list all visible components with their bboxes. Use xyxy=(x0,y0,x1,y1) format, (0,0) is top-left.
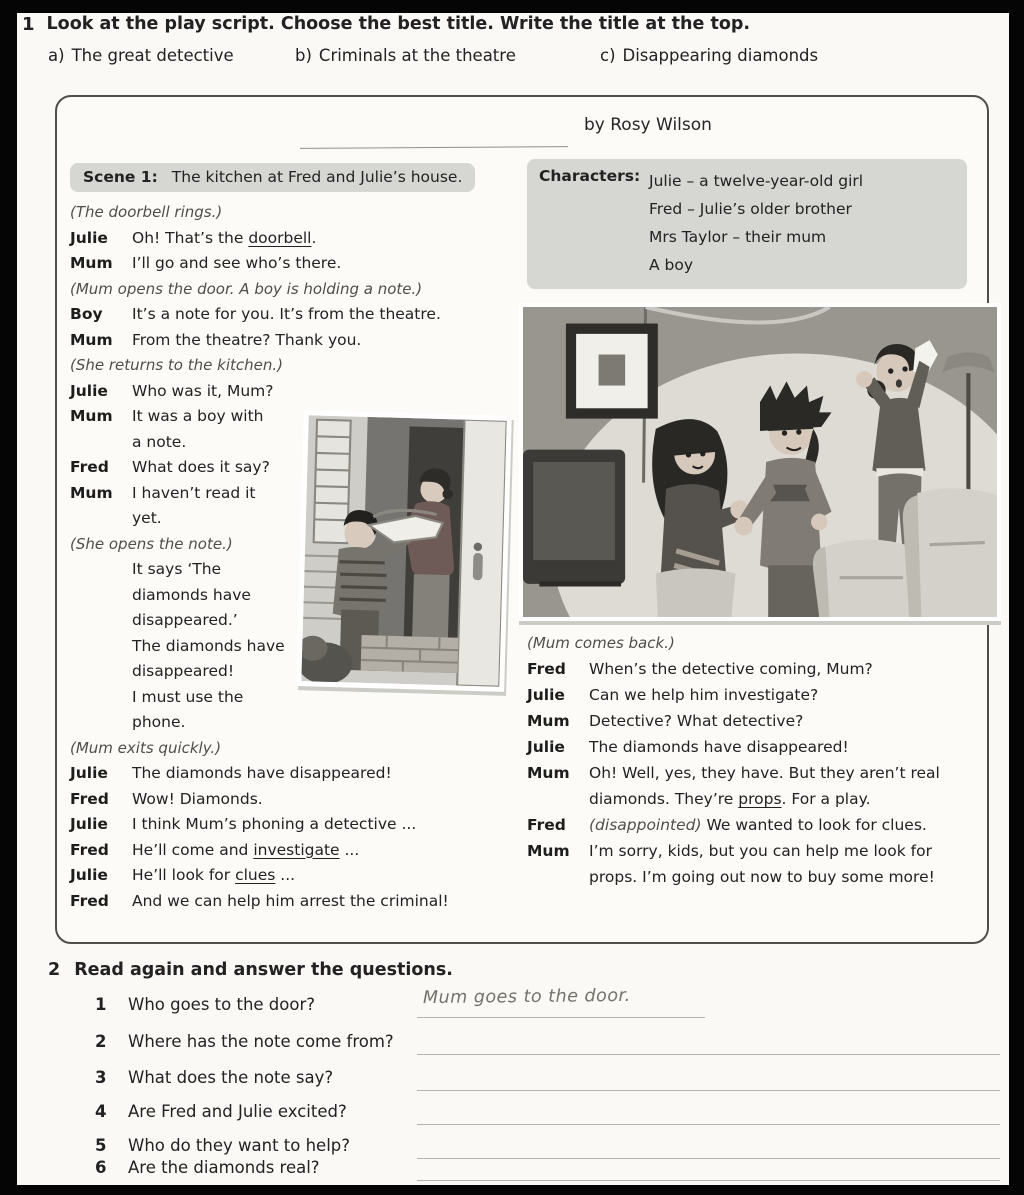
speech-segment: . xyxy=(311,228,317,247)
character-entry: Julie – a twelve-year-old girl xyxy=(649,172,864,190)
speech-segment: I think Mum’s phoning a detective ... xyxy=(132,815,417,833)
speech-text xyxy=(589,760,983,786)
speaker-name: Mum xyxy=(70,254,113,272)
speech-segment: He’ll look for xyxy=(132,866,236,884)
speech-segment: props. I’m going out now to buy some more! xyxy=(589,868,935,886)
speech-text xyxy=(132,761,522,787)
character-entry: A boy xyxy=(649,256,694,274)
answer-line xyxy=(417,1156,1000,1181)
speech-segment: The diamonds have disappeared! xyxy=(589,738,849,756)
scene-heading xyxy=(70,163,475,192)
character-entry: Fred – Julie’s older brother xyxy=(649,200,852,218)
play-script-card xyxy=(55,95,989,944)
living-room-drawing xyxy=(523,307,997,617)
speech-segment: It’s a note for you. It’s from the theatre. xyxy=(132,305,441,323)
option-text: Criminals at the theatre xyxy=(318,46,516,65)
speech-segment: props xyxy=(738,790,782,808)
speech-segment: Who was it, Mum? xyxy=(132,381,274,400)
characters-label: Characters: xyxy=(539,167,641,185)
speaker-name: Julie xyxy=(70,228,108,247)
speaker-name: Julie xyxy=(70,764,108,782)
speaker-name xyxy=(70,634,132,660)
scan-edge-top xyxy=(0,0,1024,13)
speech-text xyxy=(132,787,522,813)
dialog-line xyxy=(70,710,522,736)
exercise-1-header xyxy=(22,14,750,35)
speech-segment: The diamonds have xyxy=(132,636,285,655)
stage-direction: (Mum exits quickly.) xyxy=(70,738,222,757)
scan-edge-right xyxy=(1009,0,1024,1195)
title-option xyxy=(600,46,818,65)
speaker-name: Julie xyxy=(70,381,108,400)
speech-text xyxy=(132,379,522,405)
speech-text xyxy=(589,656,983,682)
speech-text xyxy=(132,812,522,838)
question-row xyxy=(95,985,1000,1023)
question-text: Where has the note come from? xyxy=(128,1032,394,1051)
speech-segment: The diamonds have disappeared! xyxy=(132,764,392,782)
door-scene-drawing xyxy=(301,415,506,686)
speech-segment: Oh! That’s the xyxy=(132,228,249,247)
speech-segment: Wow! Diamonds. xyxy=(132,789,263,808)
speech-segment: He’ll come and xyxy=(132,840,254,859)
speech-segment: When’s the detective coming, Mum? xyxy=(589,660,873,678)
stage-direction: (She returns to the kitchen.) xyxy=(70,356,283,374)
speaker-name: Fred xyxy=(527,660,566,678)
answer-line xyxy=(417,1066,1000,1091)
dialog-line xyxy=(70,863,522,889)
speaker-name: Fred xyxy=(70,840,109,859)
title-option xyxy=(295,46,516,65)
question-number: 2 xyxy=(95,1032,107,1051)
title-option xyxy=(48,46,234,65)
speech-segment: Detective? What detective? xyxy=(589,712,804,730)
speech-text xyxy=(132,328,522,354)
speaker-name: Julie xyxy=(527,686,565,704)
speaker-name: Boy xyxy=(70,305,103,323)
dialog-line xyxy=(70,838,522,864)
speech-segment: disappeared! xyxy=(132,662,235,680)
speech-text xyxy=(132,838,522,864)
speech-segment: What does it say? xyxy=(132,458,270,476)
question-row xyxy=(95,1156,1000,1186)
speech-text xyxy=(589,734,983,760)
question-row xyxy=(95,1030,1000,1060)
speaker-name: Julie xyxy=(70,815,108,833)
speech-text xyxy=(589,812,983,838)
speech-segment: clues xyxy=(235,866,276,884)
speech-text xyxy=(589,682,983,708)
option-text: The great detective xyxy=(71,46,234,65)
speech-segment: I haven’t read it xyxy=(132,483,256,502)
speech-segment: doorbell xyxy=(248,228,312,247)
speech-segment: I must use the xyxy=(132,687,244,706)
speech-segment: Can we help him investigate? xyxy=(589,686,819,704)
answer-line xyxy=(417,1030,1000,1055)
characters-list xyxy=(649,167,863,279)
question-number: 4 xyxy=(95,1102,107,1121)
exercise-1-instruction: Look at the play script. Choose the best title. Write the title at the top. xyxy=(46,14,751,34)
speech-text xyxy=(132,889,522,915)
speaker-name: Fred xyxy=(70,789,109,808)
speech-segment: disappeared.’ xyxy=(132,611,238,629)
scan-edge-left xyxy=(0,0,17,1195)
dialog-line xyxy=(70,328,522,354)
speaker-name xyxy=(70,659,132,685)
question-row xyxy=(95,1100,1000,1130)
question-number: 3 xyxy=(95,1068,107,1087)
option-text: Disappearing diamonds xyxy=(622,46,819,65)
question-number: 1 xyxy=(95,995,107,1014)
dialog-line xyxy=(527,864,983,890)
speech-text xyxy=(132,226,522,252)
scene-description: The kitchen at Fred and Julie’s house. xyxy=(171,168,463,186)
stage-direction: (She opens the note.) xyxy=(70,534,233,553)
dialog-line xyxy=(70,761,522,787)
option-letter: b) xyxy=(295,46,312,65)
speaker-name: Mum xyxy=(70,330,113,349)
stage-direction: (The doorbell rings.) xyxy=(70,203,223,221)
scan-edge-bottom xyxy=(0,1185,1024,1195)
dialog-line xyxy=(70,889,522,915)
speech-text xyxy=(132,302,522,328)
speech-text xyxy=(132,251,522,277)
question-text: What does the note say? xyxy=(128,1068,334,1087)
dialog-line xyxy=(527,656,983,682)
exercise-1-number: 1 xyxy=(22,14,35,35)
speech-text xyxy=(589,864,983,890)
speech-segment: diamonds. They’re xyxy=(589,790,739,808)
question-row xyxy=(95,1066,1000,1096)
door-scene-illustration xyxy=(296,410,512,692)
dialog-right-column xyxy=(527,630,983,890)
option-letter: c) xyxy=(600,46,616,65)
speaker-name xyxy=(70,710,132,736)
question-text: Are Fred and Julie excited? xyxy=(128,1102,347,1121)
speaker-name: Fred xyxy=(527,816,566,834)
speech-segment: It says ‘The xyxy=(132,560,222,578)
dialog-line xyxy=(527,708,983,734)
question-number: 6 xyxy=(95,1158,107,1177)
dialog-line xyxy=(527,734,983,760)
exercise-2-header xyxy=(48,960,453,980)
speaker-name xyxy=(70,608,132,634)
speaker-name: Mum xyxy=(70,407,113,425)
speech-segment: We wanted to look for clues. xyxy=(701,816,927,834)
scene-label: Scene 1: xyxy=(83,168,158,186)
dialog-line xyxy=(527,812,983,838)
speaker-name: Julie xyxy=(527,738,565,756)
byline: by Rosy Wilson xyxy=(584,115,712,135)
option-letter: a) xyxy=(48,46,65,65)
speech-segment: . For a play. xyxy=(781,790,871,808)
dialog-line xyxy=(527,786,983,812)
speech-segment: ... xyxy=(275,866,296,884)
speech-text xyxy=(589,786,983,812)
speaker-name: Mum xyxy=(527,842,570,860)
question-text: Are the diamonds real? xyxy=(128,1158,320,1177)
characters-box xyxy=(527,159,967,289)
speech-segment: (disappointed) xyxy=(589,816,702,834)
speech-segment: a note. xyxy=(132,432,187,451)
answer-line xyxy=(417,1100,1000,1125)
dialog-line xyxy=(527,682,983,708)
speaker-name xyxy=(70,557,132,583)
question-number: 5 xyxy=(95,1136,107,1155)
dialog-line xyxy=(70,226,522,252)
exercise-2-instruction: Read again and answer the questions. xyxy=(74,960,453,980)
character-entry: Mrs Taylor – their mum xyxy=(649,228,827,246)
speech-segment: I’ll go and see who’s there. xyxy=(132,254,342,272)
speaker-name: Mum xyxy=(527,712,570,730)
speech-segment: phone. xyxy=(132,713,186,731)
dialog-line xyxy=(527,760,983,786)
question-text: Who do they want to help? xyxy=(128,1136,351,1155)
speaker-name: Mum xyxy=(527,764,570,782)
dialog-line xyxy=(70,251,522,277)
dialog-line xyxy=(70,787,522,813)
speaker-name: Mum xyxy=(70,483,113,502)
living-room-illustration xyxy=(519,303,1001,621)
dialog-line xyxy=(527,838,983,864)
stage-direction: (Mum comes back.) xyxy=(527,634,675,652)
question-text: Who goes to the door? xyxy=(128,995,316,1014)
speech-text xyxy=(589,708,983,734)
exercise-2-number: 2 xyxy=(48,960,61,980)
speech-segment: ... xyxy=(339,840,360,859)
title-blank-line xyxy=(300,146,568,149)
handwritten-answer: Mum goes to the door. xyxy=(422,985,631,1009)
speaker-name: Fred xyxy=(70,458,109,476)
dialog-line xyxy=(70,302,522,328)
speech-segment: And we can help him arrest the criminal! xyxy=(132,891,449,910)
speaker-name xyxy=(70,430,132,456)
speech-text xyxy=(589,838,983,864)
speaker-name xyxy=(527,864,589,890)
speaker-name: Fred xyxy=(70,891,109,910)
speech-segment: I’m sorry, kids, but you can help me look for xyxy=(589,842,932,860)
speech-text xyxy=(132,710,522,736)
stage-direction: (Mum opens the door. A boy is holding a note.) xyxy=(70,279,423,298)
speech-segment: yet. xyxy=(132,509,162,527)
speaker-name xyxy=(70,685,132,711)
speech-segment: It was a boy with xyxy=(132,407,264,425)
speech-segment: investigate xyxy=(253,840,340,859)
speaker-name: Julie xyxy=(70,866,108,884)
speaker-name xyxy=(70,506,132,532)
speaker-name xyxy=(70,583,132,609)
speech-text xyxy=(132,863,522,889)
speaker-name xyxy=(527,786,589,812)
dialog-line xyxy=(70,379,522,405)
speech-segment: diamonds have xyxy=(132,585,251,604)
dialog-line xyxy=(70,812,522,838)
speech-segment: Oh! Well, yes, they have. But they aren’t real xyxy=(589,764,940,782)
speech-segment: From the theatre? Thank you. xyxy=(132,330,362,349)
